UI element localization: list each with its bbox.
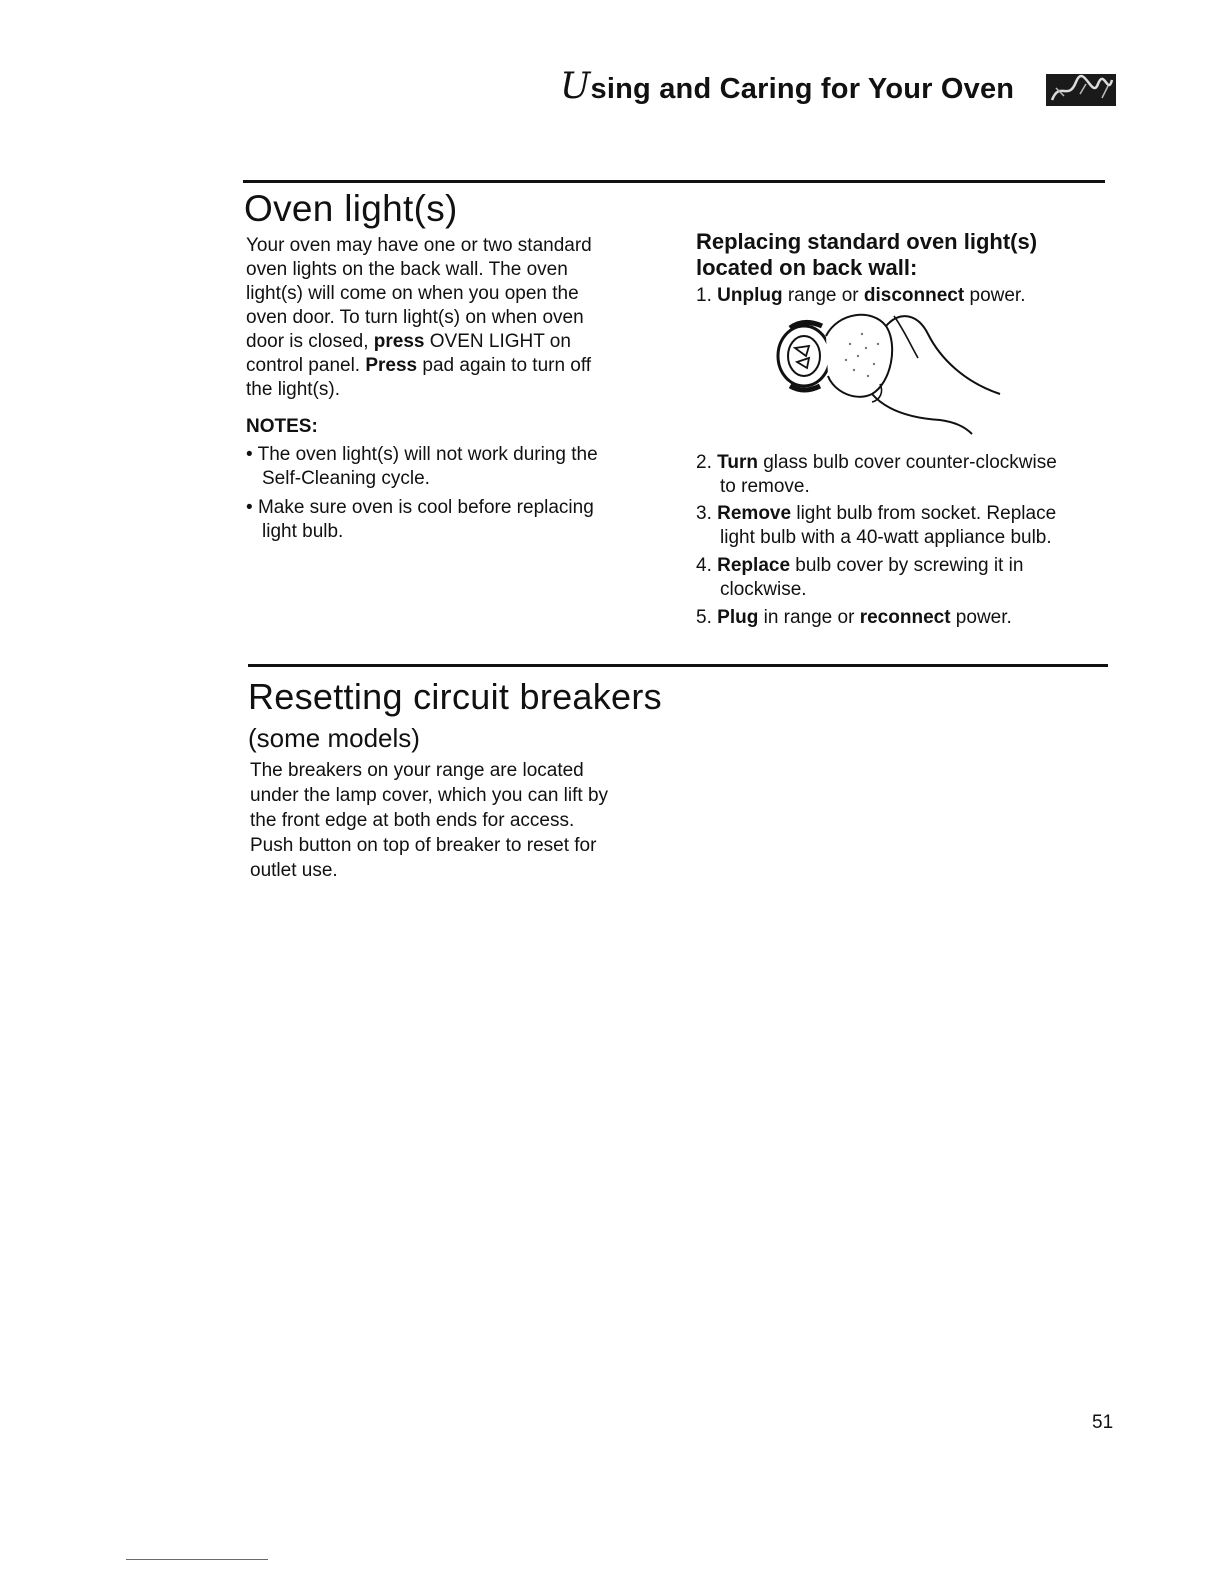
step-item: 1. Unplug range or disconnect power. [696, 285, 1026, 306]
step-item: 4. Replace bulb cover by screwing it in clockwise. [696, 555, 1024, 600]
header-title-text: sing and Caring for Your Oven [590, 73, 1015, 105]
section-divider [243, 180, 1105, 183]
step-item: 3. Remove light bulb from socket. Replace light bulb with a 40-watt appliance bulb. [696, 503, 1057, 548]
breakers-body: The breakers on your range are located under the lamp cover, which you can lift by the front edge at both ends for access. Push button on top of breaker to reset for outlet use. [250, 760, 609, 881]
oven-lights-intro: Your oven may have one or two standard oven lights on the back wall. The oven light(s) will come on when you open the oven door. To turn light(s) on when oven door is closed, press OVEN LIGHT on control panel. Press pad again to turn off the light(s). [246, 235, 592, 400]
breakers-title: Resetting circuit breakers [248, 676, 662, 717]
replacing-heading: Replacing standard oven light(s) located on back wall: [696, 229, 1038, 280]
page-number: 51 [1092, 1412, 1114, 1433]
oven-lights-title: Oven light(s) [244, 188, 458, 229]
step-item: 2. Turn glass bulb cover counter-clockwise to remove. [696, 452, 1057, 497]
decorative-logo-icon [1046, 74, 1116, 106]
page-header-title [560, 66, 1014, 107]
note-item: • The oven light(s) will not work during the Self-Cleaning cycle. [246, 444, 598, 489]
hand-turning-bulb-cover-icon [768, 304, 1008, 440]
header-title-initial: U [560, 66, 591, 107]
notes-label: NOTES: [246, 416, 318, 437]
step-item: 5. Plug in range or reconnect power. [696, 607, 1012, 628]
note-item: • Make sure oven is cool before replacing light bulb. [246, 497, 594, 542]
footer-rule [126, 1559, 268, 1560]
section-divider [248, 664, 1108, 667]
breakers-subtitle: (some models) [248, 723, 420, 753]
